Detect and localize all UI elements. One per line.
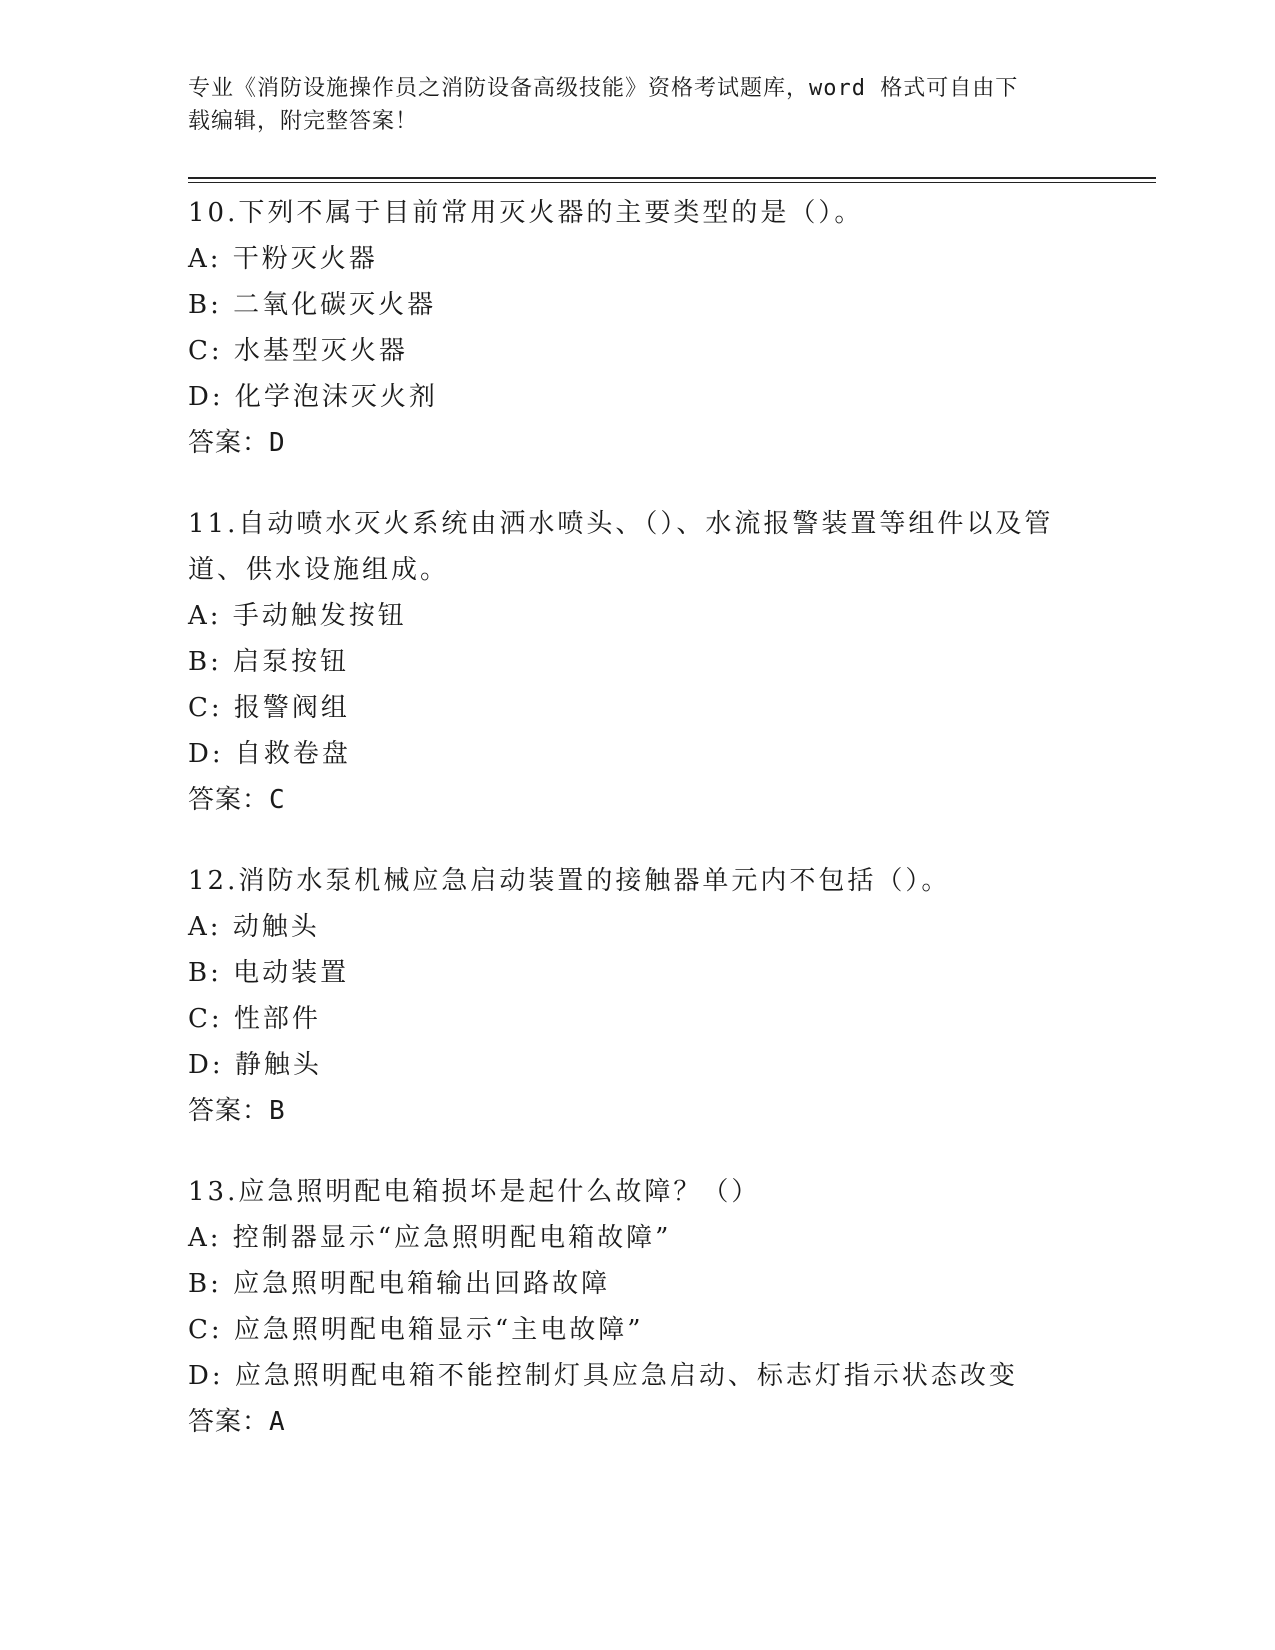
answer [188,1399,1088,1445]
option-b: B: 应急照明配电箱输出回路故障 [188,1269,611,1299]
option-b: B: 启泵按钮 [188,647,350,677]
option-b: B: 二氧化碳灭火器 [188,290,437,320]
document-intro [188,72,1078,138]
option-c: C: 报警阀组 [188,693,350,723]
answer-value: B [269,1096,286,1126]
option-d: D: 静触头 [188,1050,322,1080]
option-c: C: 性部件 [188,1004,321,1034]
question-stem: 13.应急照明配电箱损坏是起什么故障？（） [188,1177,761,1207]
answer-value: C [269,785,286,815]
answer [188,777,1088,823]
option-a: A: 干粉灭火器 [188,244,378,274]
question-stem: 11.自动喷水灭火系统由洒水喷头、（）、水流报警装置等组件以及管道、供水设施组成。 [188,509,1054,585]
question-list [188,190,1088,1480]
question-13 [188,1169,1088,1445]
answer-label: 答案： [188,428,270,458]
option-a: A: 控制器显示“应急照明配电箱故障” [188,1223,672,1253]
question-10 [188,190,1088,466]
answer [188,420,1088,466]
header-divider-thick [188,177,1156,179]
answer-label: 答案： [188,1407,270,1437]
option-a: A: 手动触发按钮 [188,601,407,631]
answer-value: A [269,1407,286,1437]
question-stem: 10.下列不属于目前常用灭火器的主要类型的是（）。 [188,198,864,228]
option-d: D: 化学泡沫灭火剂 [188,382,438,412]
answer [188,1088,1088,1134]
question-11 [188,501,1088,823]
answer-label: 答案： [188,1096,270,1126]
intro-line-2: 载编辑，附完整答案！ [188,109,419,134]
intro-line-1: 专业《消防设施操作员之消防设备高级技能》资格考试题库，word 格式可自由下 [188,76,1019,101]
option-d: D: 应急照明配电箱不能控制灯具应急启动、标志灯指示状态改变 [188,1361,1018,1391]
header-divider-thin [188,182,1156,183]
question-12 [188,858,1088,1134]
option-c: C: 水基型灭火器 [188,336,408,366]
option-c: C: 应急照明配电箱显示“主电故障” [188,1315,644,1345]
answer-label: 答案： [188,785,270,815]
option-a: A: 动触头 [188,912,320,942]
option-b: B: 电动装置 [188,958,350,988]
question-stem: 12.消防水泵机械应急启动装置的接触器单元内不包括（）。 [188,866,951,896]
option-d: D: 自救卷盘 [188,739,351,769]
answer-value: D [269,428,286,458]
